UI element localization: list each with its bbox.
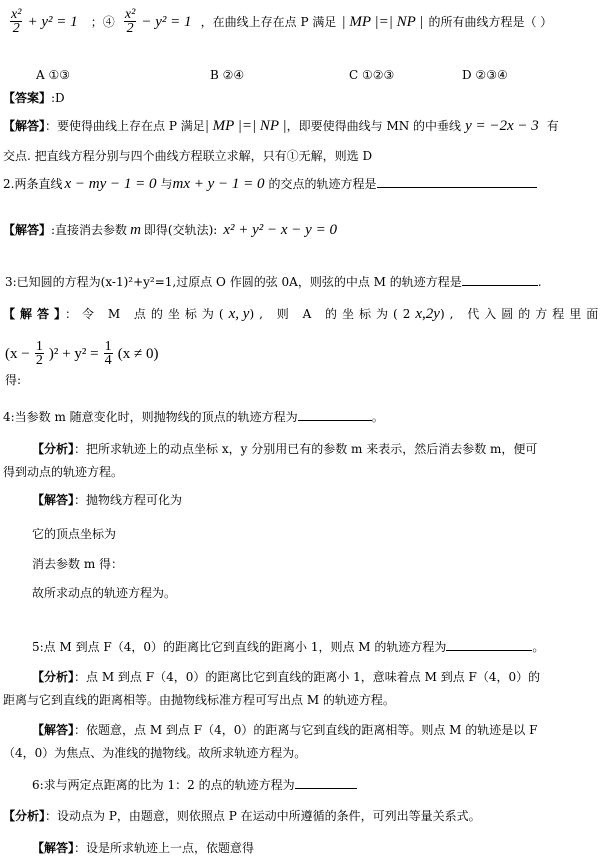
q1-option-c: C ①②③: [349, 68, 395, 82]
q4-answer-blank: [298, 420, 372, 421]
q1-perp-bisector: y = −2x − 3: [465, 118, 539, 134]
q1-option-d: D ②③④: [462, 68, 508, 82]
q5-question: 5:点 M 到点 F（4，0）的距离比它到直线的距离小 1，则点 M 的轨迹方程为 。: [32, 640, 545, 654]
solution-label: 【解答】: [32, 723, 75, 737]
q1-answer: [3, 90, 65, 106]
q4-solution-line3: 消去参数 m 得：: [32, 557, 124, 571]
q6-analysis: 【分析】：设动点为 P，由题意，则依照点 P 在运动中所遵循的条件，可列出等量关系式。: [3, 809, 481, 823]
q2-answer-blank: [377, 187, 537, 188]
q6-solution: 【解答】：设是所求轨迹上一点，依题意得: [32, 841, 255, 855]
q5-analysis-line2: 距离与它到直线的距离相等。由抛物线标准方程可写出点 M 的轨迹方程。: [3, 693, 395, 707]
q3-result: (x − $\frac{1}{2}$ )² + y² = $\frac{1}{4}$ (x ≠ 0): [5, 339, 159, 368]
q4-solution-line2: 它的顶点坐标为: [32, 527, 117, 541]
q1-solution-line2: 交点. 把直线方程分别与四个曲线方程联立求解，只有①无解，则选 D: [3, 149, 373, 163]
q5-solution-line2: （4，0）为焦点、为准线的抛物线。故所求轨迹方程为。: [3, 746, 307, 760]
q5-answer-blank: [446, 650, 532, 651]
solution-label: 【解答】: [32, 841, 75, 855]
q4-solution-line4: 故所求动点的轨迹方程为。: [32, 586, 177, 600]
q3-frac-half: $\frac{1}{2}$: [35, 339, 43, 368]
q3-frac-quarter: $\frac{1}{4}$: [104, 339, 112, 368]
q2-question: 2.两条直线 x − my − 1 = 0 与mx + y − 1 = 0 的交点的轨迹方程是: [3, 176, 537, 192]
q3-solution: 【解答】：令 M 点的坐标为(x, y), 则 A 的坐标为(2x,2y), 代入圆的方程里面: [3, 306, 604, 322]
q4-analysis-line2: 得到动点的轨迹方程。: [3, 465, 124, 479]
q6-question: 6:求与两定点距离的比为 1：2 的点的轨迹方程为: [32, 777, 357, 793]
q5-analysis-line1: 【分析】：点 M 到点 F（4，0）的距离比它到直线的距离小 1，意味着点 M 到点 F（4，0）的: [32, 670, 541, 684]
q5-solution-line1: 【解答】：依题意，点 M 到点 F（4，0）的距离与它到直线的距离相等。则点 M 的轨迹是以 F: [32, 723, 538, 737]
solution-label: 【解答】: [3, 223, 52, 237]
q2-line2: mx + y − 1 = 0: [172, 176, 265, 192]
q3-de: 得:: [5, 373, 22, 387]
solution-label: 【解答】: [3, 119, 46, 133]
analysis-label: 【分析】: [32, 670, 75, 684]
q4-question: 4:当参数 m 随意变化时，则抛物线的顶点的轨迹方程为 。: [3, 410, 384, 424]
q1-text2: 的所有曲线方程是（ ）: [428, 15, 553, 29]
q1-solution-abs: | MP |=| NP |: [204, 118, 287, 134]
q1-eq3-fraction: $\frac{\text{x²}}{2}$: [11, 7, 22, 36]
q1-option-a: A ①③: [36, 68, 70, 82]
solution-label: 【解答】: [32, 493, 75, 507]
q2-line1: x − my − 1 = 0: [64, 176, 157, 192]
q1-text1: ，在曲线上存在点 P 满足: [200, 15, 337, 29]
q2-solution: 【解答】:直接消去参数 m 即得(交轨法): x² + y² − x − y = 0: [3, 222, 337, 238]
answer-value: :D: [51, 91, 65, 105]
q3-answer-blank: [462, 285, 538, 286]
q4-analysis-line1: 【分析】：把所求轨迹上的动点坐标 x，y 分别用已有的参数 m 来表示，然后消去参数 m，便可: [32, 442, 538, 456]
q1-eq3-rest: + y² = 1: [27, 14, 78, 30]
q4-solution-line1: 【解答】：抛物线方程可化为: [32, 493, 183, 507]
q1-option-b: B ②④: [210, 68, 245, 82]
q3-question: 3:已知圆的方程为(x-1)²+y²=1,过原点 O 作圆的弦 0A，则弦的中点 M 的轨迹方程是 .: [5, 275, 542, 289]
q1-eq4-fraction: $\frac{\text{x²}}{2}$: [124, 7, 136, 36]
q2-result: x² + y² − x − y = 0: [223, 222, 337, 238]
q1-solution-line1: 【解答】：要使得曲线上存在点 P 满足| MP |=| NP |，即要使得曲线与 MN 的中垂线 y = −2x − 3 有: [3, 118, 559, 134]
solution-label: 【解答】: [3, 307, 66, 321]
q1-abs-expr: | MP |=| NP |: [341, 14, 424, 30]
analysis-label: 【分析】: [32, 442, 75, 456]
answer-label: 【答案】: [3, 91, 52, 105]
analysis-label: 【分析】: [3, 809, 46, 823]
q1-eq4-rest: − y² = 1: [141, 14, 192, 30]
q6-answer-blank: [295, 788, 357, 789]
q1-separator: ；④: [90, 15, 115, 29]
q1-equations-line: [10, 8, 552, 48]
